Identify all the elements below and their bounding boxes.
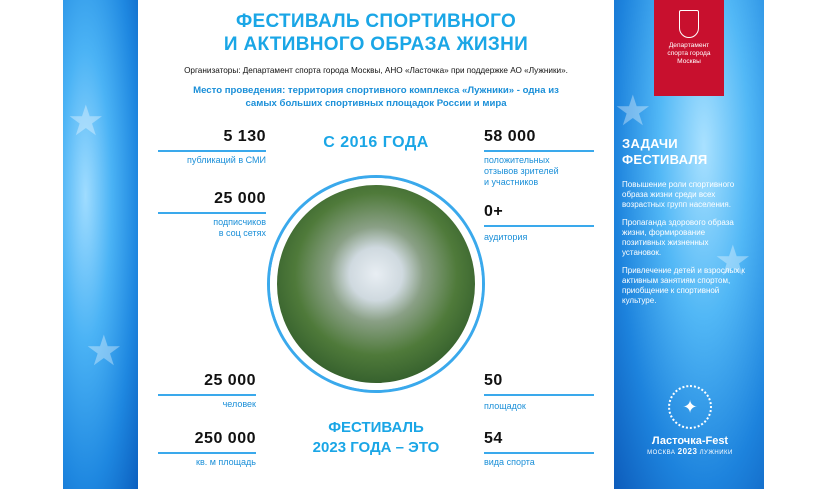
logo-city: МОСКВА bbox=[647, 450, 676, 456]
badge-line: Департамент bbox=[668, 42, 710, 49]
divider bbox=[484, 394, 594, 396]
stat-publications bbox=[158, 128, 266, 146]
task-item: Пропаганда здорового образа жизни, формирование позитивных жизненных установок. bbox=[622, 218, 734, 257]
lastochka-fest-logo bbox=[637, 385, 743, 456]
stat-label: и участников bbox=[484, 177, 539, 187]
divider bbox=[158, 212, 266, 214]
stat-reviews-label bbox=[484, 155, 604, 188]
stat-area-label bbox=[158, 457, 256, 468]
venue-line-2: самых больших спортивных площадок России и мира bbox=[245, 98, 507, 109]
stat-label: публикаций в СМИ bbox=[186, 155, 266, 165]
tasks-heading-line: ФЕСТИВАЛЯ bbox=[622, 152, 708, 167]
since-heading: С 2016 ГОДА bbox=[323, 134, 429, 151]
stadium-photo bbox=[270, 178, 482, 390]
stat-subscribers-label bbox=[158, 217, 266, 239]
stat-label: площадок bbox=[484, 401, 526, 411]
stat-label: кв. м площадь bbox=[196, 457, 256, 467]
stat-people-label bbox=[158, 399, 256, 410]
left-sky-background bbox=[63, 0, 138, 489]
star-decoration: ★ bbox=[85, 327, 123, 374]
festival-line-2: 2023 ГОДА – ЭТО bbox=[312, 439, 440, 456]
swallow-logo-icon: ✦ bbox=[668, 385, 712, 429]
logo-subline bbox=[637, 447, 743, 456]
tasks-heading-line: ЗАДАЧИ bbox=[622, 136, 678, 151]
stat-sports-label bbox=[484, 457, 594, 468]
main-panel bbox=[138, 0, 614, 489]
festival-tasks bbox=[622, 136, 748, 314]
stat-label: человек bbox=[222, 399, 256, 409]
stat-subscribers bbox=[158, 190, 266, 208]
stat-sites bbox=[484, 372, 594, 390]
stat-publications-label bbox=[158, 155, 266, 166]
moscow-sport-department-badge bbox=[654, 0, 724, 96]
stat-label: отзывов зрителей bbox=[484, 166, 559, 176]
stat-sites-label bbox=[484, 401, 594, 412]
tasks-heading bbox=[622, 136, 748, 168]
title-line-2: И АКТИВНОГО ОБРАЗА ЖИЗНИ bbox=[223, 34, 529, 55]
festival-heading bbox=[138, 418, 614, 458]
stat-audience bbox=[484, 203, 594, 221]
organizers-text: Организаторы: Департамент спорта города Москвы, АНО «Ласточка» при поддержке АО «Лужники». bbox=[184, 66, 568, 75]
divider bbox=[158, 150, 266, 152]
moscow-crest-icon bbox=[679, 10, 699, 38]
stat-value: 50 bbox=[484, 372, 503, 389]
logo-name: Ласточка-Fest bbox=[651, 435, 729, 447]
festival-line-1: ФЕСТИВАЛЬ bbox=[328, 419, 424, 436]
stat-audience-label bbox=[484, 232, 594, 243]
venue-line-1: Место проведения: территория спортивного комплекса «Лужники» - одна из bbox=[193, 85, 559, 96]
stat-label: в соц сетях bbox=[218, 228, 266, 238]
star-decoration: ★ bbox=[714, 237, 752, 284]
venue-text bbox=[148, 84, 604, 110]
divider bbox=[158, 394, 256, 396]
stat-value: 25 000 bbox=[204, 372, 256, 389]
task-item: Привлечение детей и взрослых к активным занятиям спортом, приобщение к спортивной культуре. bbox=[622, 266, 745, 305]
task-item: Повышение роли спортивного образа жизни среди всех возрастных групп населения. bbox=[622, 180, 735, 209]
stat-label: аудитория bbox=[484, 232, 528, 242]
page-title bbox=[138, 10, 614, 56]
stat-value: 5 130 bbox=[223, 128, 266, 145]
title-line-1: ФЕСТИВАЛЬ СПОРТИВНОГО bbox=[235, 11, 517, 32]
logo-year: 2023 bbox=[677, 447, 698, 456]
stat-value: 58 000 bbox=[484, 128, 536, 145]
star-decoration: ★ bbox=[614, 87, 652, 134]
stat-label: подписчиков bbox=[213, 217, 266, 227]
stat-label: вида спорта bbox=[484, 457, 535, 467]
stat-value: 25 000 bbox=[214, 190, 266, 207]
stat-value: 0+ bbox=[484, 203, 504, 220]
stat-reviews bbox=[484, 128, 604, 146]
badge-line: Москвы bbox=[677, 58, 701, 65]
divider bbox=[484, 150, 594, 152]
stat-value: 54 bbox=[484, 430, 503, 447]
stat-label: положительных bbox=[484, 155, 550, 165]
divider bbox=[484, 225, 594, 227]
badge-line: спорта города bbox=[667, 50, 711, 57]
logo-place: ЛУЖНИКИ bbox=[699, 450, 733, 456]
star-decoration: ★ bbox=[67, 97, 105, 144]
stat-value: 250 000 bbox=[194, 430, 256, 447]
stat-people bbox=[158, 372, 256, 390]
